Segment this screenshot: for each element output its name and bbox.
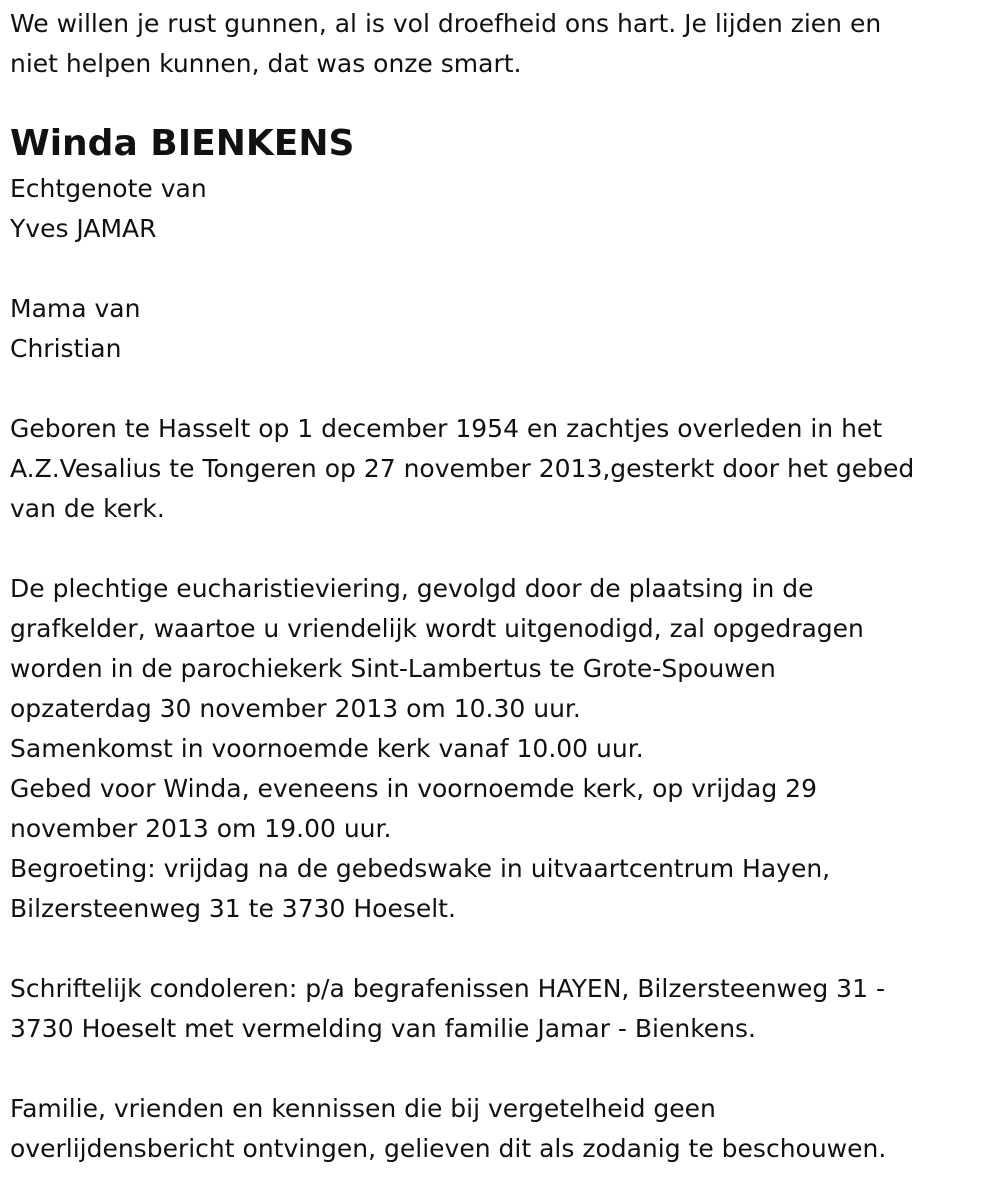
spouse-text: Echtgenote van Yves JAMAR [10,174,207,243]
spacer [10,529,980,569]
motto-text: We willen je rust gunnen, al is vol droefheid ons hart. Je lijden zien en niet helpen kunnen, dat was onze smart. [10,9,882,78]
spacer [10,249,980,289]
children-text: Mama van Christian [10,294,141,363]
birth-death-text: Geboren te Hasselt op 1 december 1954 en zachtjes overleden in het A.Z.Vesalius te Tongeren op 27 november 2013,gesterkt door het gebed van de kerk. [10,414,915,523]
ceremony-text: De plechtige eucharistieviering, gevolgd door de plaatsing in de grafkelder, waartoe u vriendelijk wordt uitgenodigd, zal opgedragen worden in de parochiekerk Sint-Lambertus te Grote-Spouwen opzaterdag 30 november 2013 om 10.30 uur. Samenkomst in voornoemde kerk vanaf 10.00 uur. Gebed voor Winda, eveneens in voornoemde kerk, op vrijdag 29 november 2013 om 19.00 uur. Begroeting: vrijdag na de gebedswake in uitvaartcentrum Hayen, Bilzersteenweg 31 te 3730 Hoeselt. [10,574,864,923]
notice-text: Familie, vrienden en kennissen die bij vergetelheid geen overlijdensbericht ontvingen, gelieven dit als zodanig te beschouwen. [10,1094,887,1163]
spacer [10,1049,980,1089]
condolences-text: Schriftelijk condoleren: p/a begrafenissen HAYEN, Bilzersteenweg 31 - 3730 Hoeselt met vermelding van familie Jamar - Bienkens. [10,974,885,1043]
spacer [10,369,980,409]
deceased-name: Winda BIENKENS [10,123,355,164]
spacer [10,929,980,969]
